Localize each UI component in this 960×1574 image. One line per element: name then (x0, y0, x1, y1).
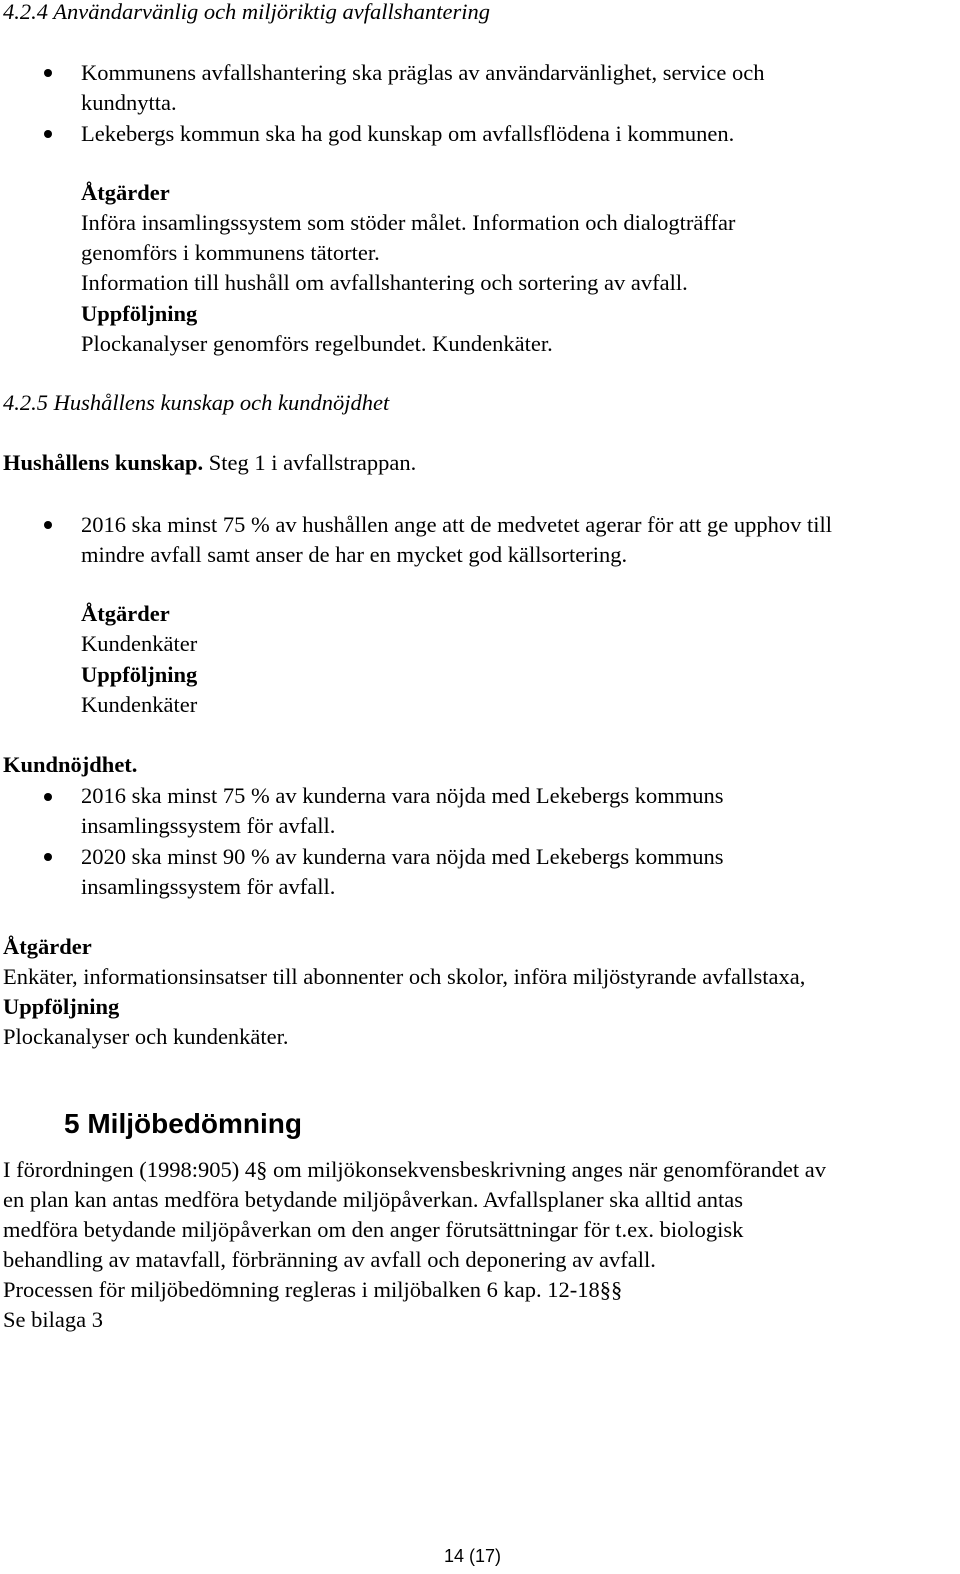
kunskap-text: Steg 1 i avfallstrappan. (203, 450, 417, 475)
list-item-continuation: mindre avfall samt anser de har en mycket god källsortering. (81, 542, 628, 567)
atgarder-text: Information till hushåll om avfallshantering och sortering av avfall. (81, 270, 688, 295)
atgarder-label: Åtgärder (81, 601, 170, 626)
paragraph-line: en plan kan antas medföra betydande miljöpåverkan. Avfallsplaner ska alltid antas (3, 1187, 743, 1212)
paragraph-line: Processen för miljöbedömning regleras i miljöbalken 6 kap. 12-18§§ (3, 1277, 623, 1302)
atgarder-label: Åtgärder (3, 934, 92, 959)
bullet-icon (44, 853, 52, 861)
uppfoljning-text: Kundenkäter (81, 692, 198, 717)
bullet-icon (44, 793, 52, 801)
list-item-continuation: insamlingssystem för avfall. (81, 813, 336, 838)
uppfoljning-text: Plockanalyser genomförs regelbundet. Kundenkäter. (81, 331, 553, 356)
paragraph-line: behandling av matavfall, förbränning av avfall och deponering av avfall. (3, 1247, 656, 1272)
section-4-2-4-heading: 4.2.4 Användarvänlig och miljöriktig avfallshantering (3, 0, 491, 24)
atgarder-text: Kundenkäter (81, 631, 198, 656)
kunskap-label: Hushållens kunskap. (3, 450, 204, 475)
list-item: 2016 ska minst 75 % av hushållen ange att de medvetet agerar för att ge upphov till (81, 512, 833, 537)
section-5-heading: 5 Miljöbedömning (64, 1108, 302, 1139)
atgarder-label: Åtgärder (81, 180, 170, 205)
uppfoljning-label: Uppföljning (81, 301, 198, 326)
uppfoljning-label: Uppföljning (81, 662, 198, 687)
uppfoljning-text: Plockanalyser och kundenkäter. (3, 1024, 289, 1049)
bullet-icon (44, 521, 52, 529)
list-item: 2016 ska minst 75 % av kunderna vara nöjda med Lekebergs kommuns (81, 783, 724, 808)
atgarder-text: Enkäter, informationsinsatser till abonnenter och skolor, införa miljöstyrande avfallstaxa, (3, 964, 806, 989)
paragraph-line: Se bilaga 3 (3, 1307, 103, 1332)
kunskap-paragraph (3, 448, 416, 478)
bullet-icon (44, 130, 52, 138)
list-item: Lekebergs kommun ska ha god kunskap om avfallsflödena i kommunen. (81, 121, 735, 146)
atgarder-text: genomförs i kommunens tätorter. (81, 240, 380, 265)
bullet-icon (44, 69, 52, 77)
list-item-continuation: insamlingssystem för avfall. (81, 874, 336, 899)
page-number: 14 (17) (444, 1546, 502, 1566)
atgarder-text: Införa insamlingssystem som stöder målet. Information och dialogträffar (81, 210, 736, 235)
paragraph-line: I förordningen (1998:905) 4§ om miljökonsekvensbeskrivning anges när genomförandet av (3, 1157, 826, 1182)
paragraph-line: medföra betydande miljöpåverkan om den anger förutsättningar för t.ex. biologisk (3, 1217, 744, 1242)
uppfoljning-label: Uppföljning (3, 994, 120, 1019)
list-item: 2020 ska minst 90 % av kunderna vara nöjda med Lekebergs kommuns (81, 844, 724, 869)
list-item-continuation: kundnytta. (81, 90, 177, 115)
list-item: Kommunens avfallshantering ska präglas av användarvänlighet, service och (81, 60, 765, 85)
kundnojdhet-label: Kundnöjdhet. (3, 752, 138, 777)
section-4-2-5-heading: 4.2.5 Hushållens kunskap och kundnöjdhet (3, 390, 390, 415)
